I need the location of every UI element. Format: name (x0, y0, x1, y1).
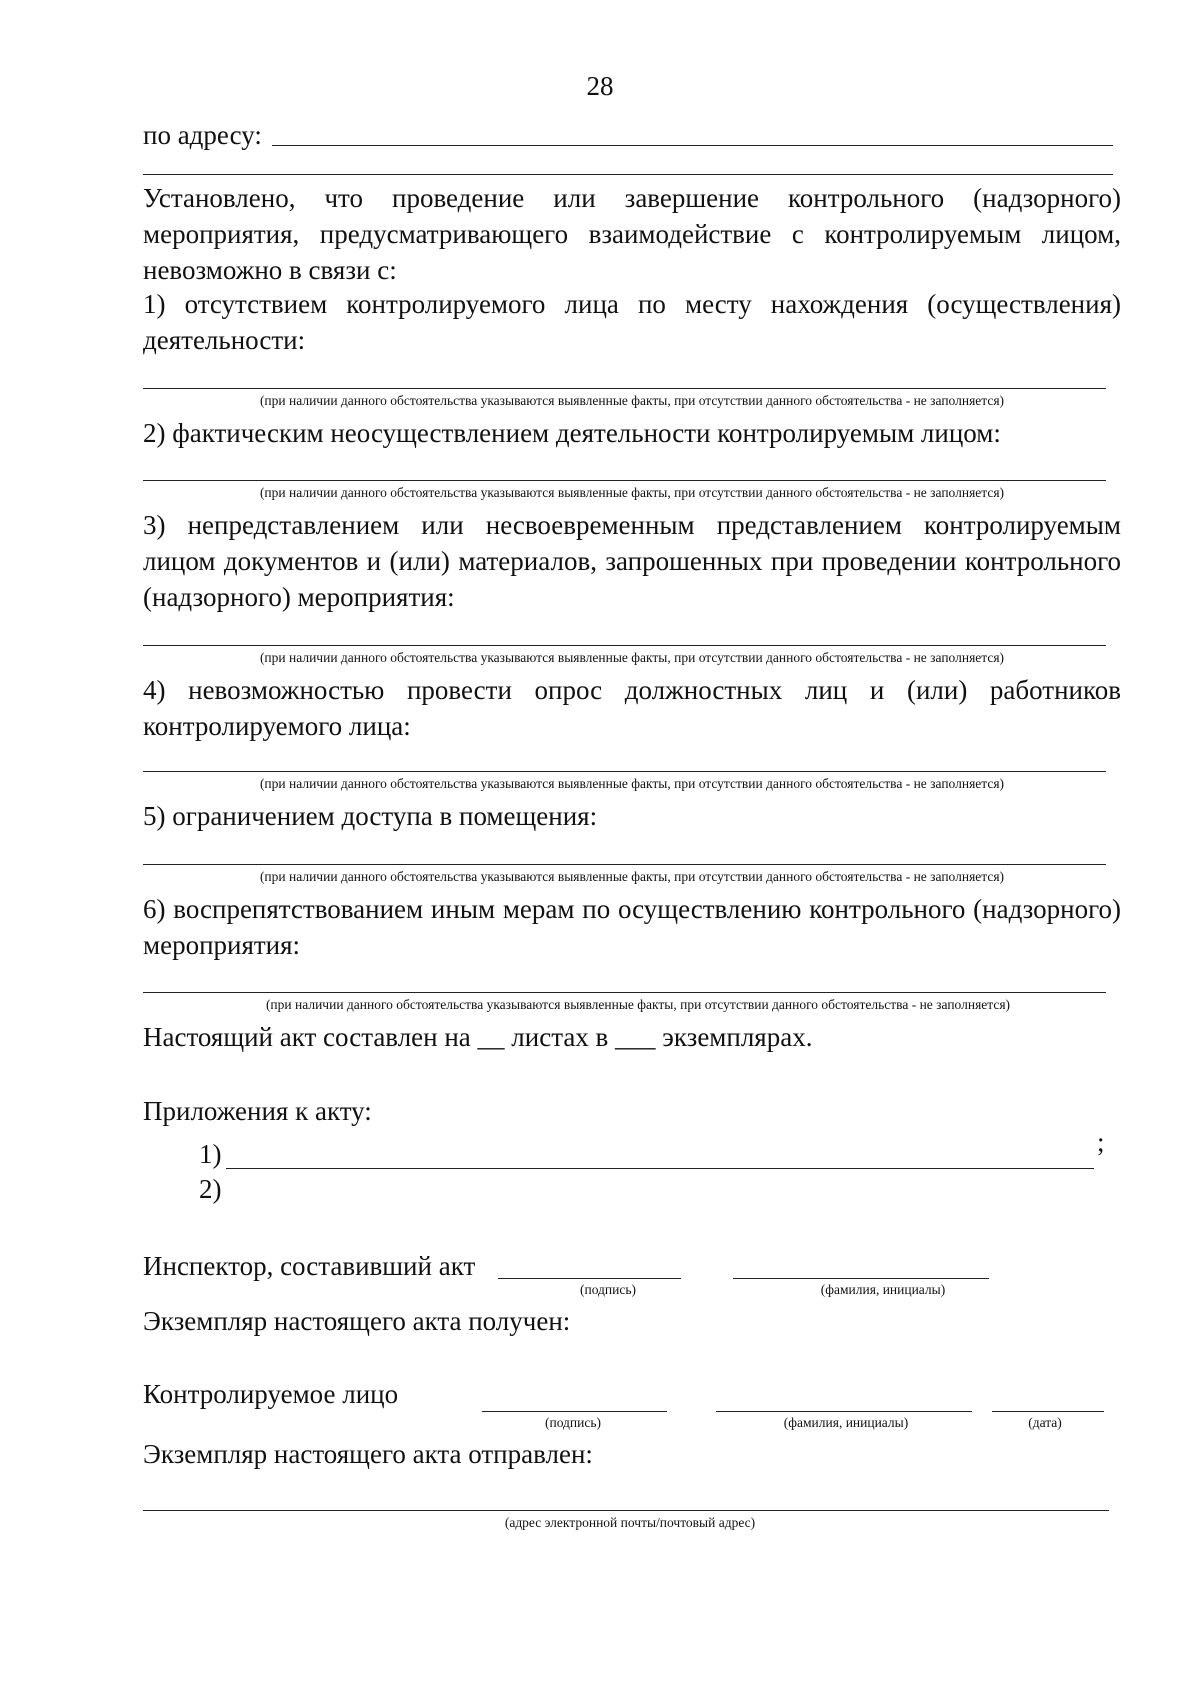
inspector-name-hint: (фамилия, инициалы) (820, 1282, 946, 1297)
controlled-person-label: Контролируемое лицо (143, 1379, 399, 1409)
address-line-1[interactable] (272, 145, 1113, 146)
reason-item-2: 2) фактическим неосуществлением деятельности контролируемым лицом: (143, 418, 1001, 448)
reason-4-fill-line[interactable] (143, 771, 1106, 772)
received-label: Экземпляр настоящего акта получен: (143, 1306, 571, 1336)
reason-6-fill-line[interactable] (143, 992, 1106, 993)
reason-6-hint: (при наличии данного обстоятельства указываются выявленные факты, при отсутствии данного обстоятельства - не заполняется) (265, 997, 1011, 1012)
controlled-date-line[interactable] (992, 1411, 1104, 1412)
attachment-2-label: 2) (199, 1174, 222, 1204)
reason-3-hint: (при наличии данного обстоятельства указываются выявленные факты, при отсутствии данного обстоятельства - не заполняется) (259, 650, 1005, 665)
controlled-name-line[interactable] (716, 1411, 972, 1412)
sent-address-line[interactable] (143, 1510, 1109, 1511)
reason-5-hint: (при наличии данного обстоятельства указываются выявленные факты, при отсутствии данного обстоятельства - не заполняется) (259, 869, 1005, 884)
address-label: по адресу: (143, 120, 262, 150)
reason-2-fill-line[interactable] (143, 480, 1106, 481)
inspector-label: Инспектор, составивший акт (143, 1251, 476, 1281)
reason-5-fill-line[interactable] (143, 864, 1106, 865)
page-number: 28 (586, 71, 614, 101)
reason-item-6: 6) воспрепятствованием иным мерам по осуществлению контрольного (надзорного) мероприятия: (143, 894, 1121, 960)
inspector-signature-hint: (подпись) (579, 1282, 637, 1297)
reason-item-3: 3) непредставлением или несвоевременным представлением контролируемым лицом документов и (или) материалов, запрошенных при проведении контрольного (надзорного) мероприятия: (143, 510, 1121, 612)
reason-2-hint: (при наличии данного обстоятельства указываются выявленные факты, при отсутствии данного обстоятельства - не заполняется) (259, 485, 1005, 500)
reason-4-hint: (при наличии данного обстоятельства указываются выявленные факты, при отсутствии данного обстоятельства - не заполняется) (259, 776, 1005, 791)
reason-item-5: 5) ограничением доступа в помещения: (143, 801, 598, 831)
attachment-1-semicolon: ; (1097, 1127, 1105, 1157)
address-line-2[interactable] (143, 174, 1113, 175)
reason-1-fill-line[interactable] (143, 388, 1106, 389)
sent-address-hint: (адрес электронной почты/почтовый адрес) (504, 1515, 756, 1530)
inspector-signature-line[interactable] (498, 1278, 681, 1279)
controlled-signature-line[interactable] (482, 1411, 667, 1412)
reason-1-hint: (при наличии данного обстоятельства указываются выявленные факты, при отсутствии данного обстоятельства - не заполняется) (259, 393, 1005, 408)
intro-paragraph: Установлено, что проведение или завершение контрольного (надзорного) мероприятия, предусматривающего взаимодействие с контролируемым лицом, невозможно в связи с: (143, 183, 1121, 285)
inspector-name-line[interactable] (733, 1278, 989, 1279)
reason-item-1: 1) отсутствием контролируемого лица по месту нахождения (осуществления) деятельности: (143, 289, 1121, 355)
reason-item-4: 4) невозможностью провести опрос должностных лиц и (или) работников контролируемого лица: (143, 675, 1121, 741)
controlled-name-hint: (фамилия, инициалы) (783, 1415, 909, 1430)
sheets-statement: Настоящий акт составлен на __ листах в ___ экземплярах. (143, 1022, 813, 1052)
sent-label: Экземпляр настоящего акта отправлен: (143, 1439, 593, 1469)
attachments-label: Приложения к акту: (143, 1096, 372, 1126)
controlled-date-hint: (дата) (1028, 1415, 1062, 1430)
attachment-1-label: 1) (199, 1139, 222, 1169)
controlled-signature-hint: (подпись) (544, 1415, 602, 1430)
reason-3-fill-line[interactable] (143, 645, 1106, 646)
attachment-1-line[interactable] (226, 1168, 1094, 1169)
